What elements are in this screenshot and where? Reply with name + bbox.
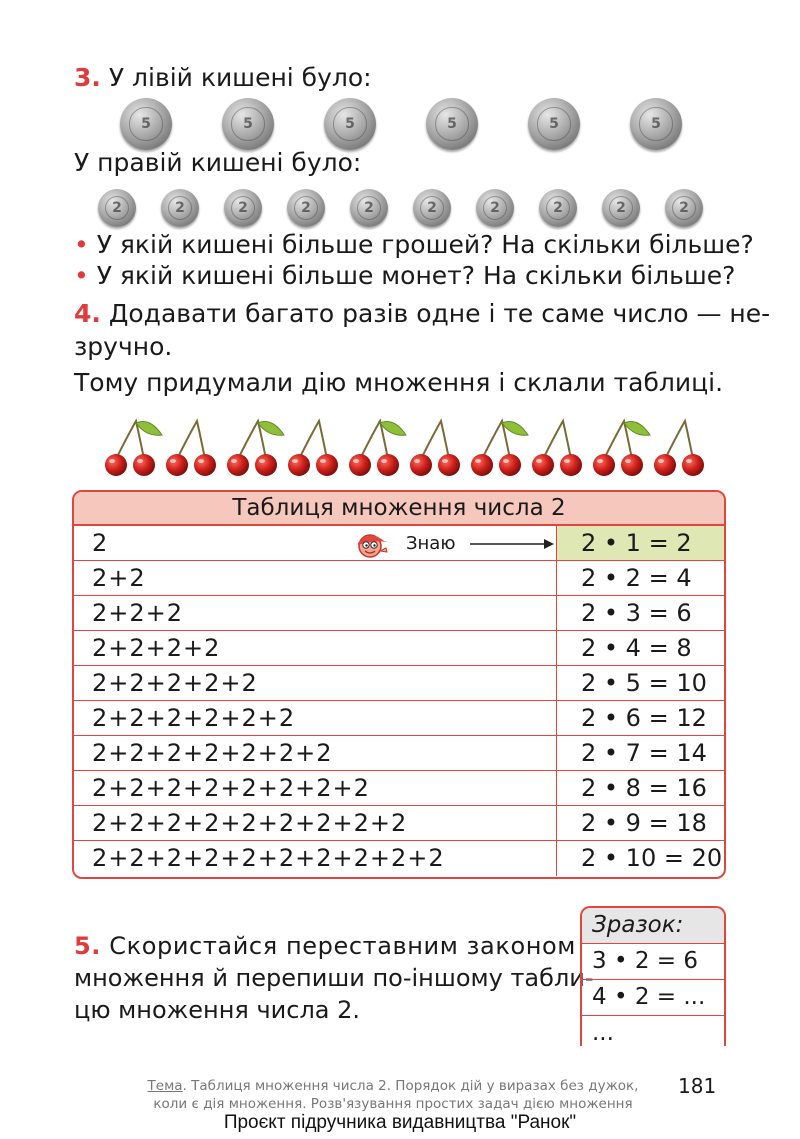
- sum-cell: 2+2+2+2+2+2: [92, 704, 296, 732]
- sum-cell: 2: [92, 529, 109, 557]
- question-2-text: У якій кишені більше монет? На скільки більше?: [96, 261, 736, 290]
- coin-value: 5: [651, 116, 661, 132]
- coin-icon: [161, 189, 199, 227]
- task3-number: 3.: [74, 63, 101, 92]
- coin-value: 2: [427, 200, 437, 216]
- publisher-note: Проєкт підручника видавництва "Ранок": [223, 1112, 577, 1133]
- cherry-pair: [532, 421, 582, 476]
- product-cell: 2 • 5 = 10: [556, 666, 724, 700]
- coin-icon: [413, 189, 451, 227]
- task3-question-2: [74, 260, 735, 292]
- task4-line-3: Тому придумали дію множення і склали таблиці.: [74, 368, 724, 397]
- cherry-pair: [471, 421, 528, 476]
- product-cell: 2 • 3 = 6: [556, 596, 724, 630]
- cherry-pair: [410, 421, 460, 476]
- table-row: [74, 526, 724, 561]
- table-row: [74, 841, 724, 876]
- coin-icon: [98, 189, 136, 227]
- coin-value: 5: [345, 116, 355, 132]
- coin-value: 5: [447, 116, 457, 132]
- task4-line-2: зручно.: [74, 332, 173, 361]
- coin-icon: [539, 189, 577, 227]
- coin-icon: [222, 98, 274, 150]
- cherries-illustration: [96, 415, 716, 479]
- sample-row-1: 3 • 2 = 6: [582, 944, 724, 980]
- coin-icon: [224, 189, 262, 227]
- sample-row-3: ...: [592, 1020, 614, 1046]
- task4-text-1: Додавати багато разів одне і те саме число — не-: [108, 299, 771, 328]
- product-cell: 2 • 10 = 20: [556, 841, 724, 876]
- coin-value: 2: [679, 200, 689, 216]
- coin-icon: [287, 189, 325, 227]
- sum-cell: 2+2+2+2+2+2+2+2: [92, 774, 370, 802]
- cherry-pair: [166, 421, 216, 476]
- sum-cell: 2+2+2+2+2+2+2: [92, 739, 333, 767]
- task3-right-pocket-text: У правій кишені було:: [74, 148, 362, 177]
- table-title: Таблиця множення числа 2: [74, 492, 724, 526]
- coin-value: 2: [364, 200, 374, 216]
- coin-value: 5: [549, 116, 559, 132]
- sample-row-2: 4 • 2 = ...: [582, 980, 724, 1016]
- coin-icon: [528, 98, 580, 150]
- multiplication-table: [72, 490, 726, 879]
- task5-text-1: Скористайся переставним законом: [109, 932, 577, 960]
- left-pocket-coins: [0, 94, 800, 154]
- task5-number: 5.: [74, 932, 102, 960]
- sum-cell: 2+2+2+2+2+2+2+2+2+2: [92, 844, 445, 872]
- coin-value: 2: [301, 200, 311, 216]
- coin-value: 5: [243, 116, 253, 132]
- coin-value: 2: [175, 200, 185, 216]
- coin-value: 2: [238, 200, 248, 216]
- coin-icon: [602, 189, 640, 227]
- table-row: [74, 701, 724, 736]
- table-row: [74, 631, 724, 666]
- cherry-pair: [288, 421, 338, 476]
- coin-icon: [120, 98, 172, 150]
- coin-icon: [426, 98, 478, 150]
- table-row: [74, 771, 724, 806]
- footer-topic-line-1: [118, 1077, 668, 1095]
- coin-value: 2: [553, 200, 563, 216]
- product-cell: 2 • 7 = 14: [556, 736, 724, 770]
- cherry-pair: [227, 421, 284, 476]
- product-cell: 2 • 9 = 18: [556, 806, 724, 840]
- footer-topic-line-2: коли є дія множення. Розв'язування простих задач дією множення: [153, 1096, 633, 1112]
- task4-line-1: [74, 298, 770, 330]
- sample-box: [580, 906, 726, 1046]
- table-row: [74, 666, 724, 701]
- product-cell: 2 • 6 = 12: [556, 701, 724, 735]
- cherry-pair: [593, 421, 650, 476]
- coin-value: 2: [490, 200, 500, 216]
- task5-line-2: множення й перепиши по-іншому табли-: [74, 964, 594, 992]
- cherry-pair: [349, 421, 406, 476]
- table-row: [74, 596, 724, 631]
- coin-value: 2: [112, 200, 122, 216]
- coin-icon: [665, 189, 703, 227]
- topic-text: . Таблиця множення числа 2. Порядок дій у виразах без дужок,: [182, 1078, 639, 1094]
- sum-cell: 2+2+2+2: [92, 634, 221, 662]
- coin-value: 5: [141, 116, 151, 132]
- coin-icon: [630, 98, 682, 150]
- smiley-face-icon: [352, 529, 402, 559]
- sum-cell: 2+2+2+2+2: [92, 669, 258, 697]
- cherry-pair: [105, 421, 162, 476]
- coin-icon: [476, 189, 514, 227]
- know-label: Знаю: [406, 533, 456, 554]
- sample-head: Зразок:: [582, 908, 724, 944]
- sum-cell: 2+2: [92, 564, 146, 592]
- table-row: [74, 736, 724, 771]
- task3-question-1: [74, 229, 754, 261]
- coin-icon: [324, 98, 376, 150]
- task3-left-pocket-text: У лівій кишені було:: [108, 63, 372, 92]
- table-row: [74, 806, 724, 841]
- sum-cell: 2+2+2+2+2+2+2+2+2: [92, 809, 408, 837]
- sum-cell: 2+2+2: [92, 599, 184, 627]
- arrow-right-icon: [470, 538, 554, 550]
- product-cell: 2 • 8 = 16: [556, 771, 724, 805]
- page-number: 181: [678, 1074, 717, 1098]
- task5-line-1: [74, 930, 576, 962]
- product-cell: 2 • 4 = 8: [556, 631, 724, 665]
- product-cell: 2 • 2 = 4: [556, 561, 724, 595]
- question-1-text: У якій кишені більше грошей? На скільки більше?: [96, 230, 754, 259]
- coin-value: 2: [616, 200, 626, 216]
- bullet-icon: •: [74, 261, 89, 290]
- task5-line-3: цю множення числа 2.: [74, 996, 361, 1024]
- coin-icon: [350, 189, 388, 227]
- task4-number: 4.: [74, 299, 101, 328]
- bullet-icon: •: [74, 230, 89, 259]
- product-cell: 2 • 1 = 2: [556, 526, 724, 560]
- topic-label: Тема: [147, 1078, 183, 1094]
- table-row: [74, 561, 724, 596]
- task3-heading: [74, 62, 372, 94]
- know-hint: [352, 529, 456, 559]
- cherry-pair: [654, 421, 704, 476]
